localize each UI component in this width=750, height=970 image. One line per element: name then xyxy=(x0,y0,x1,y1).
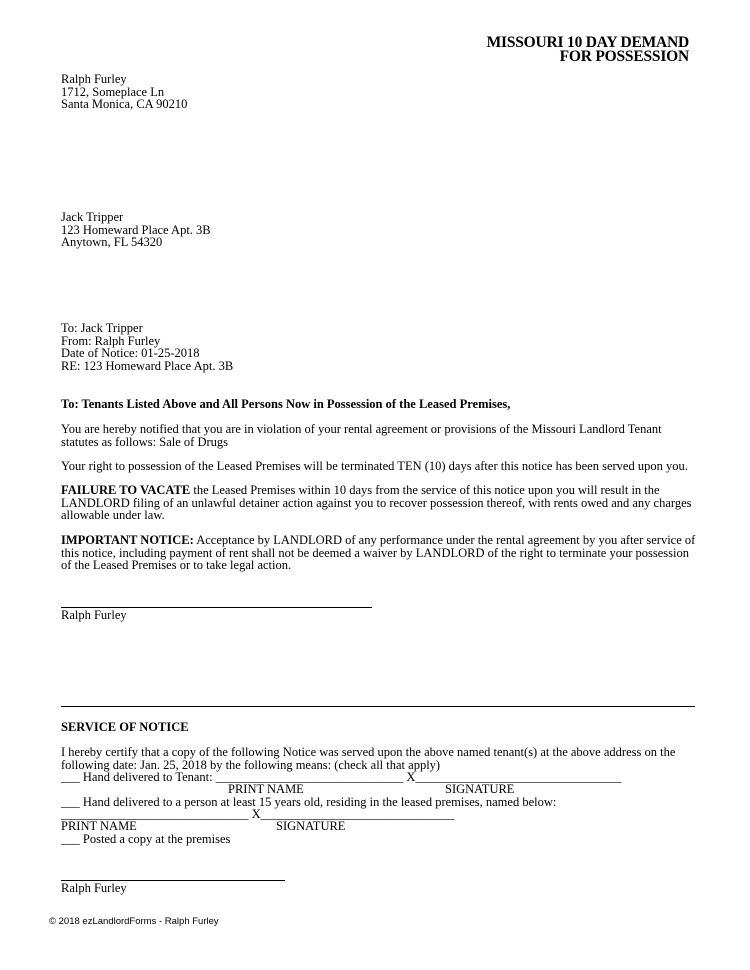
service-option-tenant: ___ Hand delivered to Tenant: ______________________________ X_________________________________ xyxy=(61,770,622,784)
violation-paragraph: You are hereby notified that you are in violation of your rental agreement or provisions of the Missouri Landlord Tenant statutes as follows: Sale of Drugs xyxy=(61,422,662,449)
section-divider xyxy=(61,706,695,707)
failure-paragraph xyxy=(61,484,701,522)
service-heading: SERVICE OF NOTICE xyxy=(61,720,189,734)
footer-copyright: © 2018 ezLandlordForms - Ralph Furley xyxy=(49,916,219,927)
memo-from: From: Ralph Furley xyxy=(61,333,161,348)
title-line-2: FOR POSSESSION xyxy=(559,48,689,65)
title-line-1: MISSOURI 10 DAY DEMAND xyxy=(486,34,689,51)
service-resident-lines: ______________________________ X_______________________________ xyxy=(61,807,455,821)
failure-label: FAILURE TO VACATE xyxy=(61,483,191,497)
memo-block xyxy=(61,322,233,372)
document-title xyxy=(487,36,689,64)
memo-date: Date of Notice: 01-25-2018 xyxy=(61,346,200,360)
tenant-address xyxy=(61,211,211,249)
landlord-address xyxy=(61,73,187,111)
important-text: Acceptance by LANDLORD of any performance under the rental agreement by you after service of this notice, including payment of rent shall not be deemed a waiver by LANDLORD of the right to terminate your possession of the Leased Premises or to take legal action. xyxy=(61,533,696,572)
salutation: To: Tenants Listed Above and All Persons Now in Possession of the Leased Premises, xyxy=(61,397,511,411)
print-name-label-2: PRINT NAME xyxy=(61,819,137,833)
server-signature-name: Ralph Furley xyxy=(61,881,127,895)
tenant-city: Anytown, FL 54320 xyxy=(61,235,163,249)
important-paragraph xyxy=(61,534,701,572)
tenant-street: 123 Homeward Place Apt. 3B xyxy=(61,222,211,237)
landlord-city: Santa Monica, CA 90210 xyxy=(61,97,188,111)
memo-to: To: Jack Tripper xyxy=(61,321,143,335)
signature-label-1: SIGNATURE xyxy=(445,782,515,796)
service-option-resident: ___ Hand delivered to a person at least 15 years old, residing in the leased premises, named below: xyxy=(61,795,557,809)
signature-name: Ralph Furley xyxy=(61,608,127,622)
important-label: IMPORTANT NOTICE: xyxy=(61,533,194,547)
memo-re: RE: 123 Homeward Place Apt. 3B xyxy=(61,358,234,373)
landlord-name: Ralph Furley xyxy=(61,72,127,86)
service-option-posted: ___ Posted a copy at the premises xyxy=(61,832,231,846)
service-certify-text: I hereby certify that a copy of the following Notice was served upon the above named tenant(s) at the above address on the following date: Jan. 25, 2018 by the following means: (check all that apply) xyxy=(61,745,676,772)
failure-text: the Leased Premises within 10 days from the service of this notice upon you will result in the LANDLORD filing of an unlawful detainer action against you to recover possession thereof, with rents owed and any charges allowable under law. xyxy=(61,483,692,522)
print-name-label-1: PRINT NAME xyxy=(228,782,304,796)
tenant-name: Jack Tripper xyxy=(61,210,124,224)
termination-paragraph: Your right to possession of the Leased Premises will be terminated TEN (10) days after this notice has been served upon you. xyxy=(61,459,688,473)
landlord-street: 1712, Someplace Ln xyxy=(61,84,165,99)
signature-label-2: SIGNATURE xyxy=(276,819,346,833)
